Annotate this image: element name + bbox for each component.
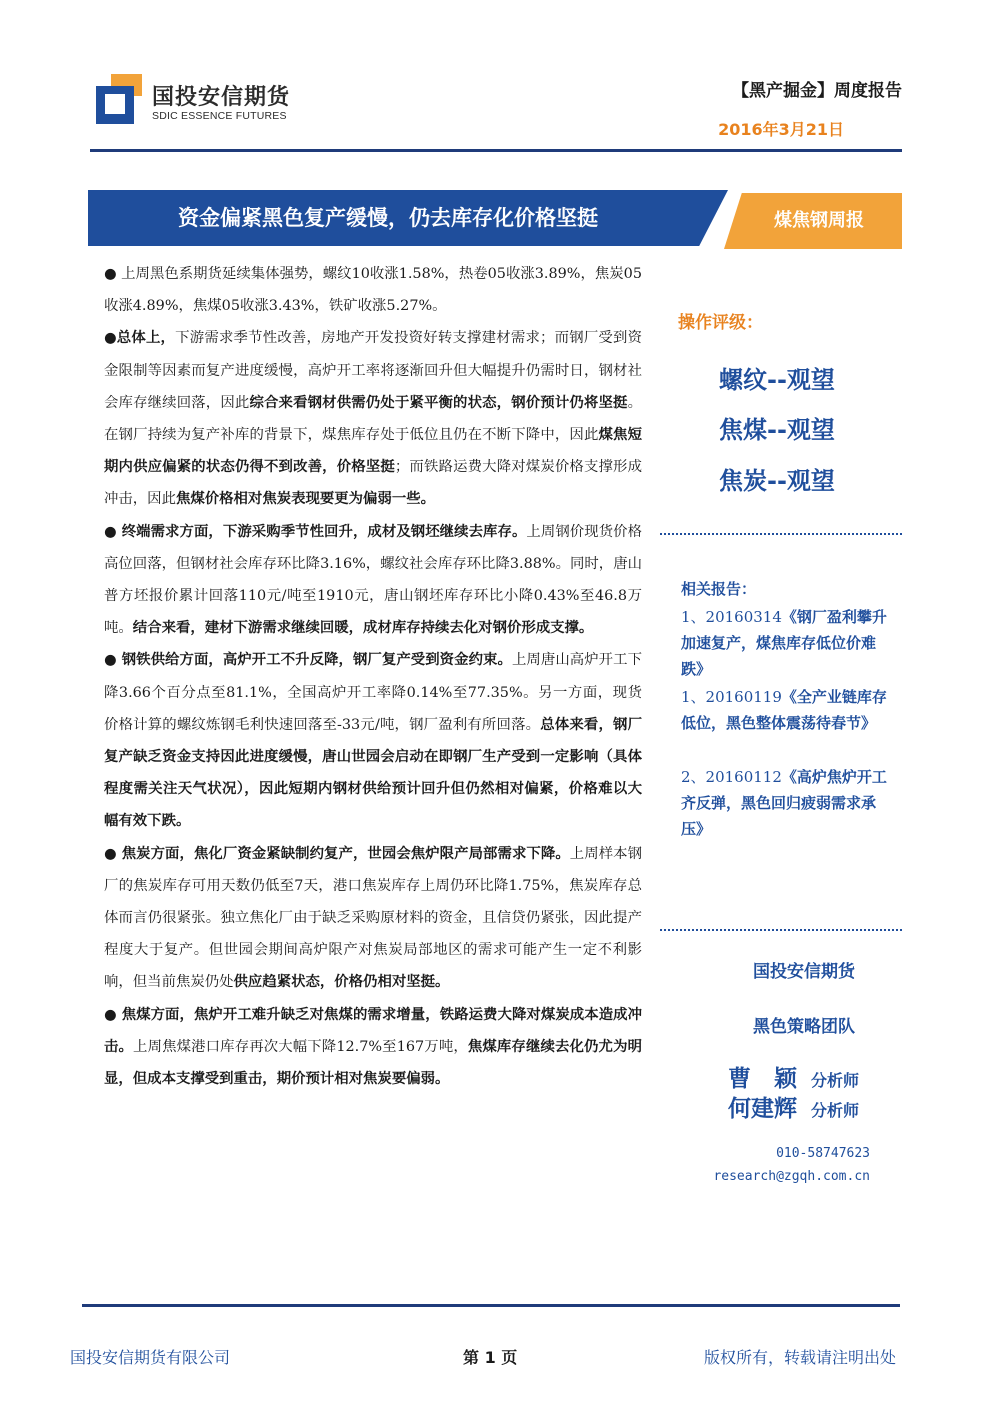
report-type: 【黑产掘金】周度报告 xyxy=(732,81,902,101)
analyst-entry: 曹 颖 分析师 xyxy=(728,1066,860,1092)
report-category: 煤焦钢周报 xyxy=(774,210,864,231)
sidebar-company-name: 国投安信期货 xyxy=(753,962,855,982)
logo-mark-icon xyxy=(96,74,142,124)
report-date: 2016年3月21日 xyxy=(718,120,844,139)
body-paragraph-coking-coal: ● 焦煤方面，焦炉开工难升缺乏对焦煤的需求增量，铁路运费大降对煤炭成本造成冲击。上周焦煤港口库存再次大幅下降12.7%至167万吨，焦煤库存继续去化仍尤为明显，但成本支撑受到重击，期价预计相对焦炭要偏弱。 xyxy=(104,1005,642,1088)
body-paragraph-coke: ● 焦炭方面，焦化厂资金紧缺制约复产，世园会焦炉限产局部需求下降。上周样本钢厂的焦炭库存可用天数仍低至7天，港口焦炭库存上周仍环比降1.75%，焦炭库存总体而言仍很紧张。独立焦化厂由于缺乏采购原材料的资金，且信贷仍紧张，因此提产程度大于复产。但世园会期间高炉限产对焦炭局部地区的需求可能产生一定不利影响，但当前焦炭仍处供应趋紧状态，价格仍相对坚挺。 xyxy=(104,844,642,991)
related-report-link[interactable]: 2、20160112《高炉焦炉开工齐反弹，黑色回归疲弱需求承压》 xyxy=(681,768,887,838)
logo-chinese-name: 国投安信期货 xyxy=(152,85,291,110)
rating-heading: 操作评级： xyxy=(678,313,763,333)
analyst-entry: 何建辉 分析师 xyxy=(728,1096,860,1122)
body-paragraph-summary: ● 上周黑色系期货延续集体强势，螺纹10收涨1.58%，热卷05收涨3.89%，焦炭05收涨4.89%，焦煤05收涨3.43%，铁矿收涨5.27%。 xyxy=(104,266,642,315)
logo-english-name: SDIC ESSENCE FUTURES xyxy=(152,110,287,122)
sidebar-divider xyxy=(660,533,902,535)
company-logo xyxy=(96,72,301,128)
footer-copyright: 版权所有，转载请注明出处 xyxy=(704,1348,897,1367)
body-paragraph-overall: ●总体上，下游需求季节性改善，房地产开发投资好转支撑建材需求；而钢厂受到资金限制等因素而复产进度缓慢，高炉开工率将逐渐回升但大幅提升仍需时日，钢材社会库存继续回落，因此综合来看钢材供需仍处于紧平衡的状态，钢价预计仍将坚挺。在钢厂持续为复产补库的背景下，煤焦库存处于低位且仍在不断下降中，因此煤焦短期内供应偏紧的状态仍得不到改善，价格坚挺；而铁路运费大降对煤炭价格支撑形成冲击，因此焦煤价格相对焦炭表现要更为偏弱一些。 xyxy=(104,329,642,508)
header-divider xyxy=(90,149,902,152)
sidebar-divider xyxy=(660,929,902,931)
related-reports-heading: 相关报告： xyxy=(681,580,757,598)
rating-coke: 焦炭--观望 xyxy=(719,467,835,495)
related-report-link[interactable]: 1、20160314《钢厂盈利攀升加速复产，煤焦库存低位价难跌》 xyxy=(681,608,887,678)
related-report-link[interactable]: 1、20160119《全产业链库存低位，黑色整体震荡待春节》 xyxy=(681,688,887,732)
contact-phone: 010-58747623 xyxy=(776,1146,870,1161)
sidebar-team-name: 黑色策略团队 xyxy=(753,1017,855,1037)
rating-coking-coal: 焦煤--观望 xyxy=(719,416,835,444)
report-title: 资金偏紧黑色复产缓慢，仍去库存化价格坚挺 xyxy=(178,206,598,230)
page-number: 第 1 页 xyxy=(463,1348,518,1367)
rating-rebar: 螺纹--观望 xyxy=(719,366,835,394)
body-paragraph-demand: ● 终端需求方面，下游采购季节性回升，成材及钢坯继续去库存。上周钢价现货价格高位回落，但钢材社会库存环比降3.16%，螺纹社会库存环比降3.88%。同时，唐山普方坯报价累计回落110元/吨至1910元，唐山钢坯库存环比小降0.43%至46.8万吨。结合来看，建材下游需求继续回暖，成材库存持续去化对钢价形成支撑。 xyxy=(104,522,642,637)
report-body xyxy=(104,258,642,1095)
body-paragraph-supply: ● 钢铁供给方面，高炉开工不升反降，钢厂复产受到资金约束。上周唐山高炉开工下降3.66个百分点至81.1%，全国高炉开工率降0.14%至77.35%。另一方面，现货价格计算的螺纹炼钢毛利快速回落至-33元/吨，钢厂盈利有所回落。总体来看，钢厂复产缺乏资金支持因此进度缓慢，唐山世园会启动在即钢厂生产受到一定影响（具体程度需关注天气状况），因此短期内钢材供给预计回升但仍然相对偏紧，价格难以大幅有效下跌。 xyxy=(104,651,642,830)
footer-divider xyxy=(82,1304,900,1307)
footer-company: 国投安信期货有限公司 xyxy=(70,1348,231,1367)
contact-email[interactable]: research@zgqh.com.cn xyxy=(713,1169,870,1184)
